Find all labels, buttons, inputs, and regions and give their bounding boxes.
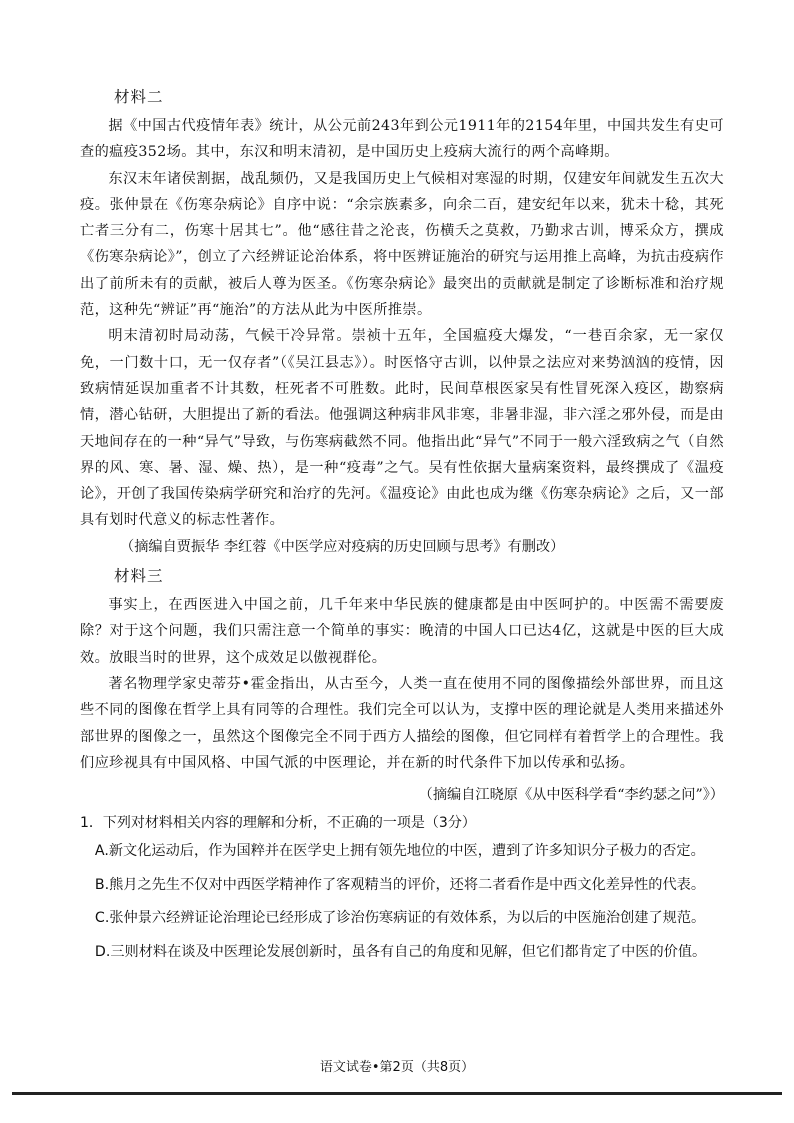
material2-source: （摘编自贾振华 李红蓉《中医学应对疫病的历史回顾与思考》有删改） [120,538,565,555]
material3-source: （摘编自江晓原《从中医科学看“李约瑟之问”》） [418,787,724,804]
material2-paragraph: 明末清初时局动荡，气候干冷异常。崇祯十五年，全国瘟疫大爆发，“一巷百余家，无一家仅免，一门数十口，无一仅存者”（《吴江县志》）。时医恪守古训，以仲景之法应对来势汹汹的疫情，因致病情延误加重者不计其数，枉死者不可胜数。此时，民间草根医家吴有性冒死深入疫区，勘察病情，潜心钻研，大胆提出了新的看法。他强调这种病非风非寒，非暑非湿，非六淫之邪外侵，而是由天地间存在的一种“异气”导致，与伤寒病截然不同。他指出此“异气”不同于一般六淫致病之气（自然界的风、寒、暑、湿、燥、热），是一种“疫毒”之气。吴有性依据大量病案资料，最终撰成了《温疫论》，开创了我国传染病学研究和治疗的先河。《温疫论》由此也成为继《伤寒杂病论》之后，又一部具有划时代意义的标志性著作。 [80,328,724,529]
material3-paragraph: 著名物理学家史蒂芬•霍金指出，从古至今，人类一直在使用不同的图像描绘外部世界，而且这些不同的图像在哲学上具有同等的合理性。我们完全可以认为，支撑中医的理论就是人类用来描述外部世界的图像之一，虽然这个图像完全不同于西方人描绘的图像，但它同样有着哲学上的合理性。我们应珍视具有中国风格、中国气派的中医理论，并在新的时代条件下加以传承和弘扬。 [80,675,724,771]
material2-heading: 材料二 [114,88,164,106]
option-a: A.新文化运动后，作为国粹并在医学史上拥有领先地位的中医，遭到了许多知识分子极力的否定。 [94,843,705,860]
page-content [80,85,724,972]
option-c: C.张仲景六经辨证论治理论已经形成了诊治伤寒病证的有效体系，为以后的中医施治创建了规范。 [94,910,706,927]
option-d: D.三则材料在谈及中医理论发展创新时，虽各有自己的角度和见解，但它们都肯定了中医的价值。 [94,943,707,960]
material2-paragraph: 据《中国古代疫情年表》统计，从公元前243年到公元1911年的2154年里，中国共发生有史可查的瘟疫352场。其中，东汉和明末清初，是中国历史上疫病大流行的两个高峰期。 [80,118,724,161]
page-footer: 语文试卷•第2页（共8页） [319,1060,475,1075]
material3-heading: 材料三 [114,567,164,586]
material2-paragraph: 东汉末年诸侯割据，战乱频仍，又是我国历史上气候相对寒湿的时期，仅建安年间就发生五次大疫。张仲景在《伤寒杂病论》自序中说：“余宗族素多，向余二百，建安纪年以来，犹未十稔，其死亡者三分有二，伤寒十居其七”。他“感往昔之沦丧，伤横夭之莫救，乃勤求古训，博采众方，撰成《伤寒杂病论》”，创立了六经辨证论治体系，将中医辨证施治的研究与运用推上高峰，为抗击疫病作出了前所未有的贡献，被后人尊为医圣。《伤寒杂病论》最突出的贡献就是制定了诊断标准和治疗规范，这种先“辨证”再“施治”的方法从此为中医所推崇。 [80,170,724,319]
question-stem: 1．下列对材料相关内容的理解和分析，不正确的一项是（3分） [80,815,476,832]
option-b: B.熊月之先生不仅对中西医学精神作了客观精当的评价，还将二者看作是中西文化差异性的代表。 [94,876,706,893]
bottom-rule [12,1092,782,1095]
material3-paragraph: 事实上，在西医进入中国之前，几千年来中华民族的健康都是由中医呵护的。中医需不需要废除？对于这个问题，我们只需注意一个简单的事实：晚清的中国人口已达4亿，这就是中医的巨大成效。放眼当时的世界，这个成效足以傲视群伦。 [80,597,724,666]
